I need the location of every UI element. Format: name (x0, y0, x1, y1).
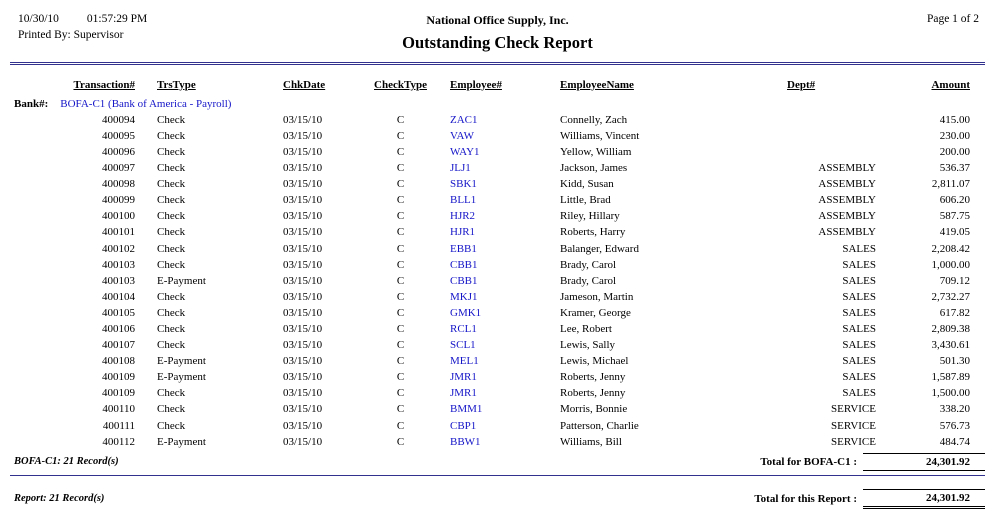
cell-checktype: C (396, 306, 405, 319)
cell-dept: ASSEMBLY (818, 210, 876, 223)
cell-trstype: Check (157, 178, 186, 191)
cell-checktype: C (396, 129, 405, 142)
bank-total-amount: 24,301.92 (863, 453, 985, 471)
table-row (10, 386, 985, 402)
column-header-checktype-label: CheckType (374, 79, 427, 91)
cell-trstype: Check (157, 258, 186, 271)
cell-employee-name: Riley, Hillary (560, 210, 620, 223)
cell-trstype: Check (157, 387, 186, 400)
cell-employee-link[interactable]: RCL1 (450, 323, 477, 336)
cell-trstype: Check (157, 226, 186, 239)
cell-dept: SALES (842, 355, 876, 368)
cell-checktype: C (396, 258, 405, 271)
table-row (10, 402, 985, 418)
cell-transaction: 400103 (102, 258, 135, 271)
cell-employee-link[interactable]: WAY1 (450, 145, 480, 158)
report-summary-row (10, 489, 985, 509)
cell-amount: 1,587.89 (931, 371, 970, 384)
cell-dept: SALES (842, 242, 876, 255)
table-row (10, 305, 985, 321)
cell-employee-link[interactable]: MKJ1 (450, 290, 478, 303)
table-row (10, 225, 985, 241)
cell-dept: SALES (842, 339, 876, 352)
cell-employee-link[interactable]: JMR1 (450, 387, 477, 400)
column-header-chkdate (263, 71, 363, 95)
cell-amount: 415.00 (939, 113, 970, 126)
cell-chkdate: 03/15/10 (283, 290, 323, 303)
cell-employee-link[interactable]: GMK1 (450, 306, 482, 319)
bank-summary-row (10, 450, 985, 476)
cell-trstype: E-Payment (157, 274, 206, 287)
cell-employee-link[interactable]: VAW (450, 129, 474, 142)
cell-employee-link[interactable]: SBK1 (450, 178, 477, 191)
cell-employee-link[interactable]: MEL1 (450, 355, 479, 368)
cell-amount: 2,732.27 (931, 290, 970, 303)
cell-chkdate: 03/15/10 (283, 194, 323, 207)
cell-employee-name: Kidd, Susan (560, 178, 614, 191)
column-header-chkdate-label: ChkDate (283, 79, 326, 91)
cell-trstype: E-Payment (157, 355, 206, 368)
cell-dept (773, 112, 878, 128)
cell-chkdate: 03/15/10 (283, 129, 323, 142)
cell-trstype: E-Payment (157, 371, 206, 384)
column-header-amount (878, 71, 985, 95)
cell-amount: 2,809.38 (931, 323, 970, 336)
cell-dept: SALES (842, 274, 876, 287)
cell-employee-name: Brady, Carol (560, 258, 617, 271)
cell-trstype: Check (157, 323, 186, 336)
cell-checktype: C (396, 162, 405, 175)
column-header-trstype-label: TrsType (157, 79, 196, 91)
cell-checktype: C (396, 290, 405, 303)
cell-transaction: 400096 (102, 145, 135, 158)
cell-checktype: C (396, 113, 405, 126)
cell-chkdate: 03/15/10 (283, 210, 323, 223)
cell-chkdate: 03/15/10 (283, 162, 323, 175)
cell-checktype: C (396, 339, 405, 352)
cell-chkdate: 03/15/10 (283, 403, 323, 416)
column-header-amount-label: Amount (931, 79, 970, 91)
cell-transaction: 400094 (102, 113, 135, 126)
column-header-employee-name-label: EmployeeName (560, 79, 634, 91)
cell-dept: SERVICE (831, 403, 876, 416)
cell-employee-name: Lee, Robert (560, 323, 612, 336)
cell-dept: SALES (842, 290, 876, 303)
column-header-dept-label: Dept# (787, 79, 816, 91)
cell-trstype: Check (157, 194, 186, 207)
cell-trstype: Check (157, 419, 186, 432)
cell-trstype: Check (157, 242, 186, 255)
cell-transaction: 400098 (102, 178, 135, 191)
table-row (10, 434, 985, 450)
table-row (10, 273, 985, 289)
cell-amount: 536.37 (939, 162, 970, 175)
bank-group-cell (10, 95, 985, 113)
page-title: Outstanding Check Report (402, 33, 593, 52)
cell-checktype: C (396, 194, 405, 207)
column-header-employee-num (438, 71, 543, 95)
cell-transaction: 400097 (102, 162, 135, 175)
cell-employee-name: Williams, Bill (560, 435, 622, 448)
cell-dept (773, 128, 878, 144)
column-header-employee-name (543, 71, 773, 95)
check-table (10, 71, 985, 450)
table-row (10, 257, 985, 273)
table-row (10, 160, 985, 176)
cell-employee-name: Patterson, Charlie (560, 419, 639, 432)
cell-amount: 2,811.07 (931, 178, 970, 191)
table-row (10, 176, 985, 192)
cell-chkdate: 03/15/10 (283, 145, 323, 158)
table-row (10, 241, 985, 257)
cell-dept: SALES (842, 387, 876, 400)
cell-checktype: C (396, 355, 405, 368)
cell-chkdate: 03/15/10 (283, 226, 323, 239)
cell-employee-name: Morris, Bonnie (560, 403, 628, 416)
cell-trstype: Check (157, 339, 186, 352)
cell-checktype: C (396, 274, 405, 287)
bank-record-count: BOFA-C1: 21 Record(s) (14, 456, 119, 468)
report-total-amount: 24,301.92 (863, 489, 985, 509)
cell-amount: 230.00 (939, 129, 970, 142)
cell-employee-name: Balanger, Edward (560, 242, 639, 255)
cell-transaction: 400095 (102, 129, 135, 142)
cell-transaction: 400106 (102, 323, 135, 336)
print-time: 01:57:29 PM (86, 13, 148, 25)
cell-trstype: E-Payment (157, 435, 206, 448)
cell-checktype: C (396, 419, 405, 432)
cell-transaction: 400112 (102, 435, 135, 448)
cell-transaction: 400101 (102, 226, 135, 239)
cell-employee-name: Yellow, William (560, 145, 632, 158)
cell-checktype: C (396, 435, 405, 448)
table-row (10, 337, 985, 353)
cell-employee-name: Connelly, Zach (560, 113, 628, 126)
cell-transaction: 400104 (102, 290, 135, 303)
table-row (10, 370, 985, 386)
table-row (10, 192, 985, 208)
cell-dept: SALES (842, 258, 876, 271)
cell-employee-name: Lewis, Sally (560, 339, 615, 352)
cell-dept: ASSEMBLY (818, 162, 876, 175)
cell-checktype: C (396, 145, 405, 158)
cell-amount: 576.73 (939, 419, 970, 432)
bank-total-label: Total for BOFA-C1 : (760, 455, 857, 468)
cell-chkdate: 03/15/10 (283, 387, 323, 400)
cell-dept: SALES (842, 306, 876, 319)
cell-transaction: 400109 (102, 371, 135, 384)
cell-dept (773, 144, 878, 160)
cell-amount: 1,500.00 (931, 387, 970, 400)
table-row (10, 209, 985, 225)
cell-chkdate: 03/15/10 (283, 435, 323, 448)
cell-employee-link[interactable]: BLL1 (450, 194, 477, 207)
cell-chkdate: 03/15/10 (283, 258, 323, 271)
cell-trstype: Check (157, 306, 186, 319)
cell-transaction: 400103 (102, 274, 135, 287)
cell-checktype: C (396, 242, 405, 255)
table-row (10, 353, 985, 369)
cell-employee-name: Roberts, Jenny (560, 387, 626, 400)
cell-trstype: Check (157, 162, 186, 175)
cell-amount: 338.20 (939, 403, 970, 416)
cell-trstype: Check (157, 403, 186, 416)
column-header-dept (773, 71, 878, 95)
cell-checktype: C (396, 403, 405, 416)
table-body (10, 112, 985, 450)
cell-transaction: 400100 (102, 210, 135, 223)
cell-chkdate: 03/15/10 (283, 339, 323, 352)
cell-checktype: C (396, 387, 405, 400)
cell-employee-link[interactable]: EBB1 (450, 242, 477, 255)
cell-chkdate: 03/15/10 (283, 355, 323, 368)
cell-transaction: 400109 (102, 387, 135, 400)
cell-transaction: 400108 (102, 355, 135, 368)
cell-dept: SALES (842, 371, 876, 384)
cell-amount: 617.82 (939, 306, 970, 319)
bank-value-link[interactable]: BOFA-C1 (Bank of America - Payroll) (60, 97, 232, 110)
cell-trstype: Check (157, 113, 186, 126)
cell-transaction: 400111 (102, 419, 135, 432)
cell-checktype: C (396, 323, 405, 336)
cell-dept: ASSEMBLY (818, 194, 876, 207)
header-double-rule (10, 62, 985, 65)
cell-amount: 419.05 (939, 226, 970, 239)
printed-by: Printed By: Supervisor (18, 29, 124, 41)
cell-employee-link[interactable]: ZAC1 (450, 113, 478, 126)
cell-chkdate: 03/15/10 (283, 306, 323, 319)
cell-transaction: 400105 (102, 306, 135, 319)
print-date: 10/30/10 (18, 13, 59, 25)
cell-employee-name: Kramer, George (560, 306, 631, 319)
cell-amount: 501.30 (939, 355, 970, 368)
cell-trstype: Check (157, 210, 186, 223)
cell-amount: 709.12 (939, 274, 970, 287)
cell-chkdate: 03/15/10 (283, 242, 323, 255)
report-total-label: Total for this Report : (754, 492, 857, 505)
cell-amount: 200.00 (939, 145, 970, 158)
cell-dept: ASSEMBLY (818, 178, 876, 191)
cell-employee-name: Jackson, James (560, 162, 628, 175)
cell-employee-link[interactable]: JLJ1 (450, 162, 471, 175)
cell-employee-name: Roberts, Harry (560, 226, 626, 239)
cell-checktype: C (396, 226, 405, 239)
report-title-block (0, 13, 995, 53)
cell-dept: SALES (842, 323, 876, 336)
cell-employee-name: Lewis, Michael (560, 355, 629, 368)
column-header-trstype (135, 71, 263, 95)
cell-employee-link[interactable]: HJR1 (450, 226, 476, 239)
table-row (10, 289, 985, 305)
cell-amount: 484.74 (939, 435, 970, 448)
page-indicator: Page 1 of 2 (926, 13, 979, 25)
cell-transaction: 400099 (102, 194, 135, 207)
cell-trstype: Check (157, 145, 186, 158)
table-row (10, 418, 985, 434)
cell-chkdate: 03/15/10 (283, 371, 323, 384)
cell-employee-link[interactable]: CBP1 (450, 419, 477, 432)
table-row (10, 144, 985, 160)
cell-trstype: Check (157, 290, 186, 303)
cell-dept: SERVICE (831, 435, 876, 448)
table-row (10, 128, 985, 144)
column-header-transaction (10, 71, 135, 95)
cell-amount: 2,208.42 (931, 242, 970, 255)
column-header-transaction-label: Transaction# (73, 79, 135, 91)
cell-dept: ASSEMBLY (818, 226, 876, 239)
table-row (10, 321, 985, 337)
cell-amount: 587.75 (939, 210, 970, 223)
cell-employee-link[interactable]: HJR2 (450, 210, 476, 223)
cell-checktype: C (396, 178, 405, 191)
cell-chkdate: 03/15/10 (283, 419, 323, 432)
company-name: National Office Supply, Inc. (426, 13, 569, 27)
cell-transaction: 400110 (102, 403, 135, 416)
cell-employee-name: Williams, Vincent (560, 129, 640, 142)
bank-label: Bank#: (14, 97, 49, 110)
cell-transaction: 400107 (102, 339, 135, 352)
cell-employee-link[interactable]: CBB1 (450, 274, 478, 287)
cell-employee-link[interactable]: SCL1 (450, 339, 476, 352)
cell-employee-name: Brady, Carol (560, 274, 617, 287)
cell-dept: SERVICE (831, 419, 876, 432)
cell-checktype: C (396, 210, 405, 223)
cell-chkdate: 03/15/10 (283, 274, 323, 287)
cell-employee-link[interactable]: CBB1 (450, 258, 478, 271)
cell-employee-link[interactable]: JMR1 (450, 371, 477, 384)
column-header-checktype (363, 71, 438, 95)
table-row (10, 112, 985, 128)
cell-chkdate: 03/15/10 (283, 178, 323, 191)
cell-amount: 3,430.61 (931, 339, 970, 352)
column-header-employee-num-label: Employee# (450, 79, 502, 91)
cell-transaction: 400102 (102, 242, 135, 255)
cell-employee-link[interactable]: BBW1 (450, 435, 481, 448)
cell-employee-name: Little, Brad (560, 194, 611, 207)
cell-employee-link[interactable]: BMM1 (450, 403, 483, 416)
report-header (0, 0, 995, 62)
cell-amount: 1,000.00 (931, 258, 970, 271)
cell-amount: 606.20 (939, 194, 970, 207)
bank-group-row (10, 95, 985, 113)
cell-trstype: Check (157, 129, 186, 142)
table-header-row (10, 71, 985, 95)
cell-chkdate: 03/15/10 (283, 323, 323, 336)
cell-employee-name: Jameson, Martin (560, 290, 634, 303)
cell-employee-name: Roberts, Jenny (560, 371, 626, 384)
cell-checktype: C (396, 371, 405, 384)
cell-chkdate: 03/15/10 (283, 113, 323, 126)
report-record-count: Report: 21 Record(s) (14, 493, 105, 505)
